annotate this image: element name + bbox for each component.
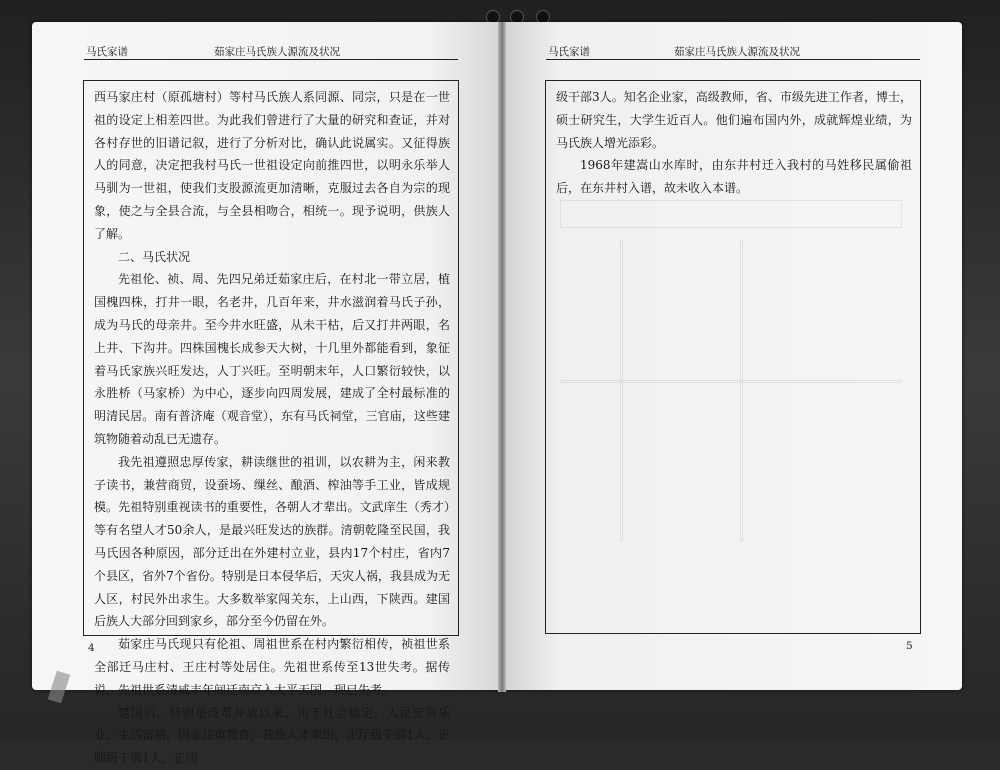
book-spine: [498, 22, 506, 692]
left-header-rule: [84, 59, 458, 60]
right-page-body: [556, 86, 912, 200]
section-heading: 二、马氏状况: [118, 249, 191, 264]
paragraph: 1968年建嵩山水库时，由东井村迁入我村的马姓移民属偷祖后，在东井村入谱，故未收入本谱。: [556, 158, 912, 196]
right-page-number: 5: [906, 640, 913, 652]
paragraph: 茹家庄马氏现只有伦祖、周祖世系在村内繁衍相传，祯祖世系全部迁马庄村、王庄村等处居住。先祖世系传至13世失考。据传说，先祖世系清咸丰年间迁南京入太平天国。现已失考。: [94, 637, 450, 697]
show-through-ghost: [560, 200, 900, 620]
paragraph: 建国后，特别是改革开放以来，由于社会稳定，人民安居乐业，生活富裕，国家注重教育，我族人才辈出，正厅级干部1人，正师级干部1人，正团: [94, 705, 450, 766]
left-page-body: [94, 86, 450, 770]
left-header-title: 马氏家谱: [86, 46, 128, 58]
paragraph: 我先祖遵照忠厚传家，耕读继世的祖训，以农耕为主，闲来教子读书，兼营商贸，设蚕场、缫丝、酿酒、榨油等手工业，皆成规模。先祖特别重视读书的重要性，各朝人才辈出。文武庠生（秀才）等有名望人才50余人，是最兴旺发达的族群。清朝乾隆至民国，我马氏因各种原因，部分迁出在外建村立业，县内17个村庄，省内7个县区，省外7个省份。特别是日本侵华后，天灾人祸，我县成为无人区，村民外出求生。大多数举家闯关东，上山西，下陕西。建国后族人大部分回到家乡，部分至今仍留在外。: [94, 454, 450, 629]
right-header-title: 马氏家谱: [548, 46, 590, 58]
right-header-section: 茹家庄马氏族人源流及状况: [674, 46, 800, 58]
left-page-number: 4: [88, 642, 95, 654]
paragraph: 级干部3人。知名企业家，高级教师，省、市级先进工作者，博士，硕士研究生，大学生近百人。他们遍布国内外，成就辉煌业绩，为马氏族人增光添彩。: [556, 90, 912, 150]
paragraph: 先祖伦、祯、周、先四兄弟迁茹家庄后，在村北一带立居，植国槐四株，打井一眼，名老井，几百年来，井水滋润着马氏子孙，成为马氏的母亲井。至今井水旺盛，从未干枯，后又打井两眼，名上井、下沟井。四株国槐长成参天大树，十几里外都能看到，象征着马氏家族兴旺发达，人丁兴旺。至明朝末年，人口繁衍较快，以永胜桥（马家桥）为中心，逐步向四周发展，建成了全村最标准的明清民居。南有普济庵（观音堂），东有马氏祠堂，三官庙，这些建筑物随着动乱已无遗存。: [94, 272, 450, 446]
left-header-section: 茹家庄马氏族人源流及状况: [214, 46, 340, 58]
paragraph: 西马家庄村（原孤塘村）等村马氏族人系同源、同宗，只是在一世祖的设定上相差四世。为此我们曾进行了大量的研究和查证，并对各村存世的旧谱记叙，进行了分析对比，确认此说属实。又征得族人的同意，决定把我村马氏一世祖设定向前推四世，以明永乐举人马驯为一世祖，使我们支股源流更加清晰，克服过去各自为宗的现象，使之与全县合流，与全县相吻合，相统一。现予说明，供族人了解。: [94, 90, 450, 241]
right-header-rule: [546, 59, 920, 60]
